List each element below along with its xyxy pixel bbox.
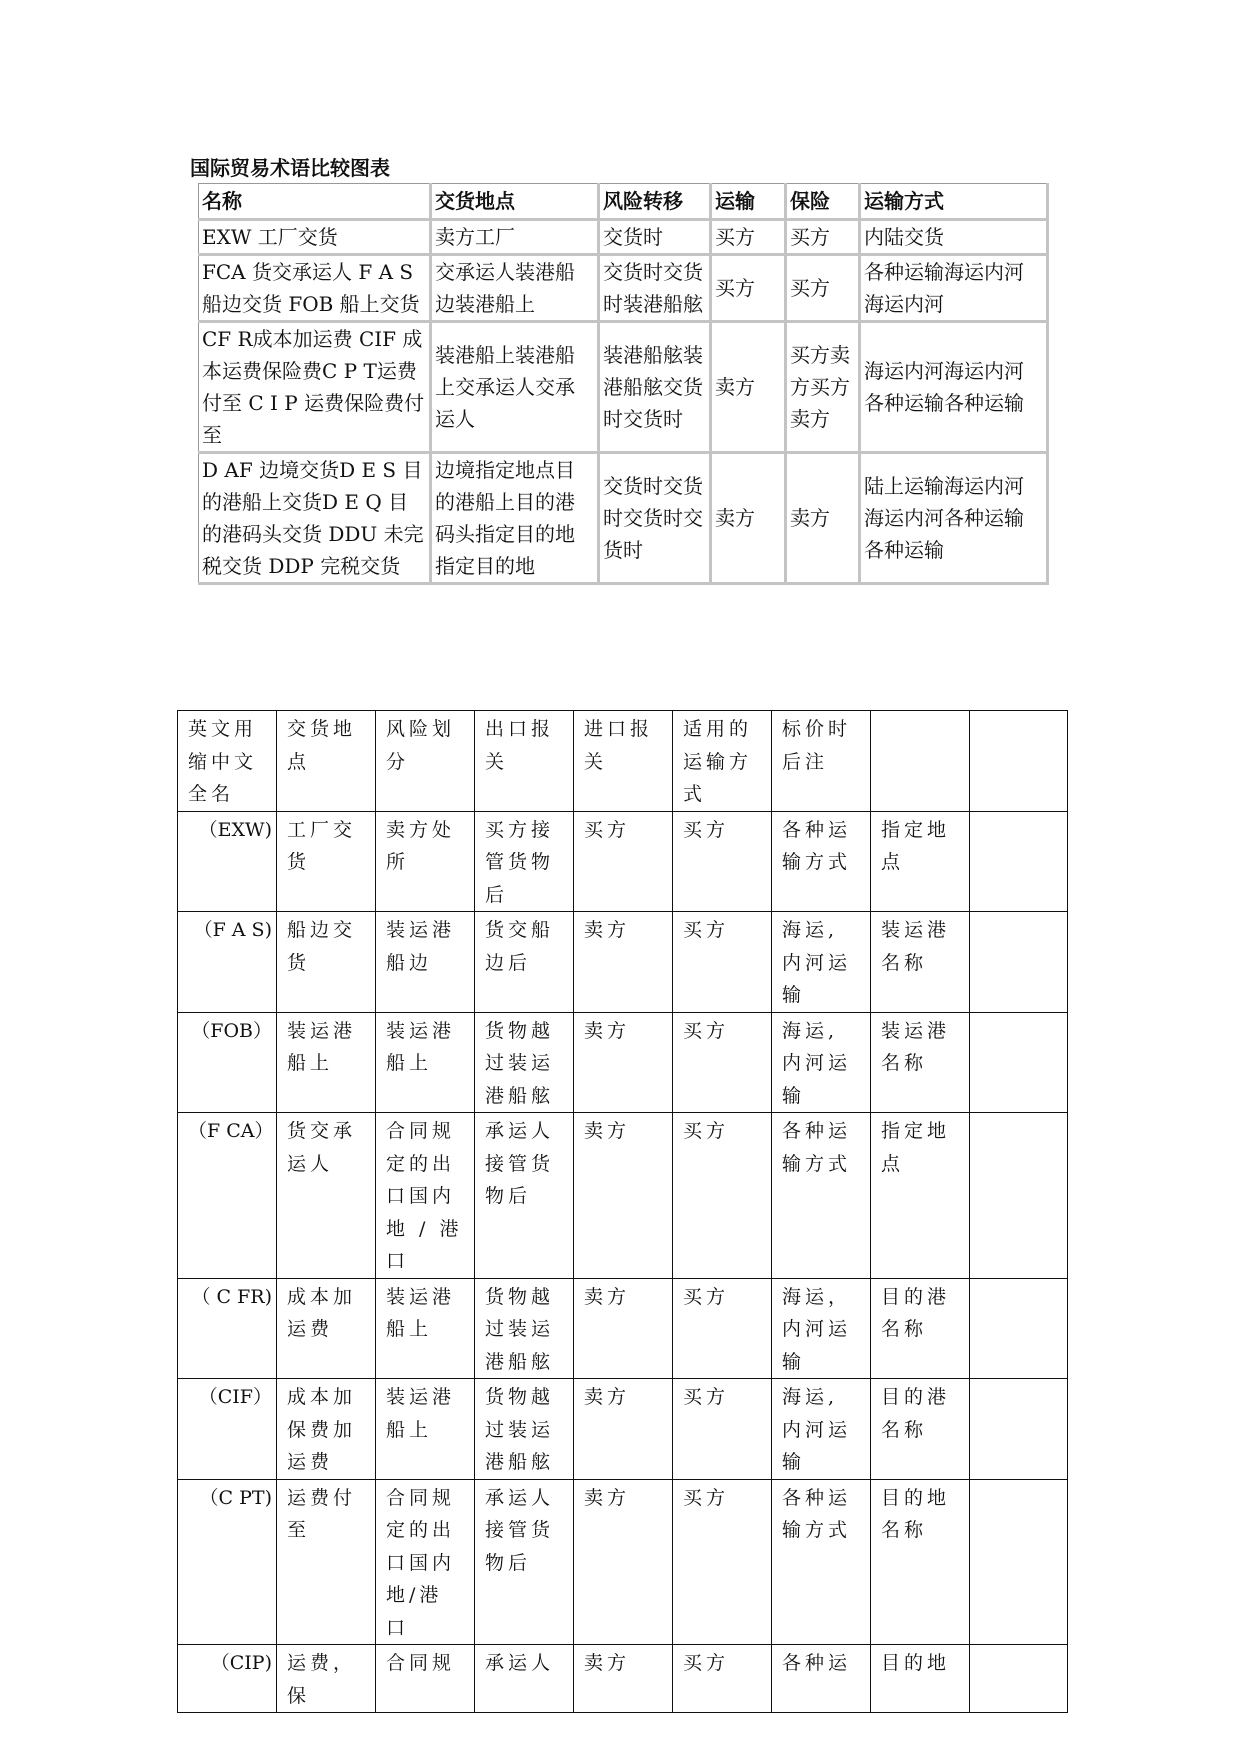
table2-cell: 各种运输方式 [772,1113,871,1279]
table2-cell: 指定地点 [871,1113,970,1279]
table2-cell: 目的地 [871,1645,970,1713]
table1-cell: 买方 [786,255,860,322]
table1-cell: EXW 工厂交货 [199,220,431,255]
table1-cell: 买方 [711,255,786,322]
table1-cell: FCA 货交承运人 F A S 船边交货 FOB 船上交货 [199,255,431,322]
table2-header-cell: 出口报关 [475,711,574,812]
table2-cell: 运费，保 [277,1645,376,1713]
table1-cell: 各种运输海运内河海运内河 [860,255,1048,322]
table2-cell: 货物越过装运港船舷 [475,1012,574,1113]
table2-term-cell: （FOB） [178,1012,277,1113]
table2-header-cell: 适用的运输方式 [673,711,772,812]
table2-cell [970,811,1068,912]
table1-cell: 交货时 [599,220,711,255]
table2-cell: 海运,内河运输 [772,1379,871,1480]
table2-cell [970,912,1068,1013]
table2-cell: 货交船边后 [475,912,574,1013]
table2-header-cell: 进口报关 [574,711,673,812]
table1-cell: 内陆交货 [860,220,1048,255]
table2-cell: 装运港船上 [376,1012,475,1113]
table2-cell: 卖方 [574,1645,673,1713]
table2-cell: 承运人 [475,1645,574,1713]
table2-cell: 卖方 [574,1379,673,1480]
table1-header-cell: 运输 [711,184,786,220]
table2-cell: 海运,内河运输 [772,912,871,1013]
table2-term-cell: （ C FR) [178,1278,277,1379]
table2-cell: 买方 [673,811,772,912]
table2-header-cell [970,711,1068,812]
table2-header-row [178,711,1068,812]
table2-cell [970,1645,1068,1713]
table2-cell: 卖方 [574,1278,673,1379]
table2-cell: 海运,内河运输 [772,1012,871,1113]
table2-cell: 承运人接管货物后 [475,1113,574,1279]
table1-cell: 装港船舷装港船舷交货时交货时 [599,322,711,453]
table2-cell: 卖方 [574,1479,673,1645]
table2-cell: 合同规定的出口国内地 / 港口 [376,1113,475,1279]
table2-cell: 卖方 [574,1113,673,1279]
table1-cell: 卖方 [711,453,786,584]
table2-cell: 货交承运人 [277,1113,376,1279]
table2-row [178,1113,1068,1279]
table2-header-cell: 风险划分 [376,711,475,812]
table2-cell: 买方接管货物后 [475,811,574,912]
table2-cell: 买方 [673,1479,772,1645]
table2-cell: 承运人接管货物后 [475,1479,574,1645]
table2-cell: 海运，内河运输 [772,1278,871,1379]
table2-cell: 买方 [673,1645,772,1713]
table2-row [178,912,1068,1013]
table1-cell: 海运内河海运内河各种运输各种运输 [860,322,1048,453]
table2-cell [970,1479,1068,1645]
table2-row [178,1645,1068,1713]
table1-cell: 卖方 [711,322,786,453]
table1-cell: CF R成本加运费 CIF 成本运费保险费C P T运费付至 C I P 运费保险费付至 [199,322,431,453]
table2-cell: 各种运输方式 [772,811,871,912]
table1-cell: 卖方工厂 [431,220,599,255]
table2-cell: 目的港名称 [871,1278,970,1379]
table1-header-cell: 名称 [199,184,431,220]
table2-cell: 各种运输方式 [772,1479,871,1645]
table2-cell: 目的地名称 [871,1479,970,1645]
document-title: 国际贸易术语比较图表 [190,156,390,180]
table2-cell: 合同规 [376,1645,475,1713]
table2-cell: 买方 [673,912,772,1013]
table2-cell: 卖方 [574,1012,673,1113]
table2-cell: 目的港名称 [871,1379,970,1480]
table2-cell: 成本加运费 [277,1278,376,1379]
table2-header-cell: 交货地点 [277,711,376,812]
table1-cell: 交货时交货时交货时交货时 [599,453,711,584]
table2-term-cell: （EXW) [178,811,277,912]
table2-cell: 运费付至 [277,1479,376,1645]
table2-row [178,811,1068,912]
table1-cell: 交承运人装港船边装港船上 [431,255,599,322]
table2-cell: 成本加保费加运费 [277,1379,376,1480]
table2-cell: 装运港名称 [871,1012,970,1113]
table2-header-cell: 英文用缩中文全名 [178,711,277,812]
table2-cell: 各种运 [772,1645,871,1713]
table1-header-cell: 风险转移 [599,184,711,220]
table1-cell: 边境指定地点目的港船上目的港码头指定目的地指定目的地 [431,453,599,584]
table2-cell: 合同规定的出口国内地/港口 [376,1479,475,1645]
table2-cell: 买方 [673,1379,772,1480]
table1-cell: 买方 [711,220,786,255]
table2-cell: 卖方 [574,912,673,1013]
table2-term-cell: （C PT) [178,1479,277,1645]
table2-cell [970,1379,1068,1480]
table1-cell: 装港船上装港船上交承运人交承运人 [431,322,599,453]
table1-cell: 交货时交货时装港船舷 [599,255,711,322]
table2-cell: 船边交货 [277,912,376,1013]
table2-term-cell: （CIP) [178,1645,277,1713]
table2-cell [970,1113,1068,1279]
table2-cell: 装运港船边 [376,912,475,1013]
table2-row [178,1278,1068,1379]
table2-header-cell [871,711,970,812]
table2-header-cell: 标价时后注 [772,711,871,812]
table2-term-cell: （F A S) [178,912,277,1013]
table2-row [178,1379,1068,1480]
table2-term-cell: （F CA） [178,1113,277,1279]
table1-header-cell: 保险 [786,184,860,220]
table1-cell: D AF 边境交货D E S 目的港船上交货D E Q 目的港码头交货 DDU 未完税交货 DDP 完税交货 [199,453,431,584]
table2-cell [970,1278,1068,1379]
table1-cell: 买方 [786,220,860,255]
table2-cell: 装运港船上 [277,1012,376,1113]
table2-row [178,1012,1068,1113]
table2-cell: 货物越过装运港船舷 [475,1379,574,1480]
table1-header-cell: 运输方式 [860,184,1048,220]
table2-cell: 工厂交货 [277,811,376,912]
table2-cell: 买方 [574,811,673,912]
table1-header-cell: 交货地点 [431,184,599,220]
table2-row [178,1479,1068,1645]
table1-cell: 陆上运输海运内河海运内河各种运输各种运输 [860,453,1048,584]
table2-term-cell: （CIF） [178,1379,277,1480]
table1-cell: 卖方 [786,453,860,584]
table2-cell: 买方 [673,1012,772,1113]
table2-cell: 货物越过装运港船舷 [475,1278,574,1379]
table2-cell: 买方 [673,1113,772,1279]
table2-cell [970,1012,1068,1113]
table2-cell: 买方 [673,1278,772,1379]
table2-cell: 卖方处所 [376,811,475,912]
table2-cell: 装运港船上 [376,1278,475,1379]
table1-cell: 买方卖方买方卖方 [786,322,860,453]
table2-cell: 装运港名称 [871,912,970,1013]
table2-cell: 装运港船上 [376,1379,475,1480]
table2-cell: 指定地点 [871,811,970,912]
trade-terms-detail-table [177,710,1068,1713]
